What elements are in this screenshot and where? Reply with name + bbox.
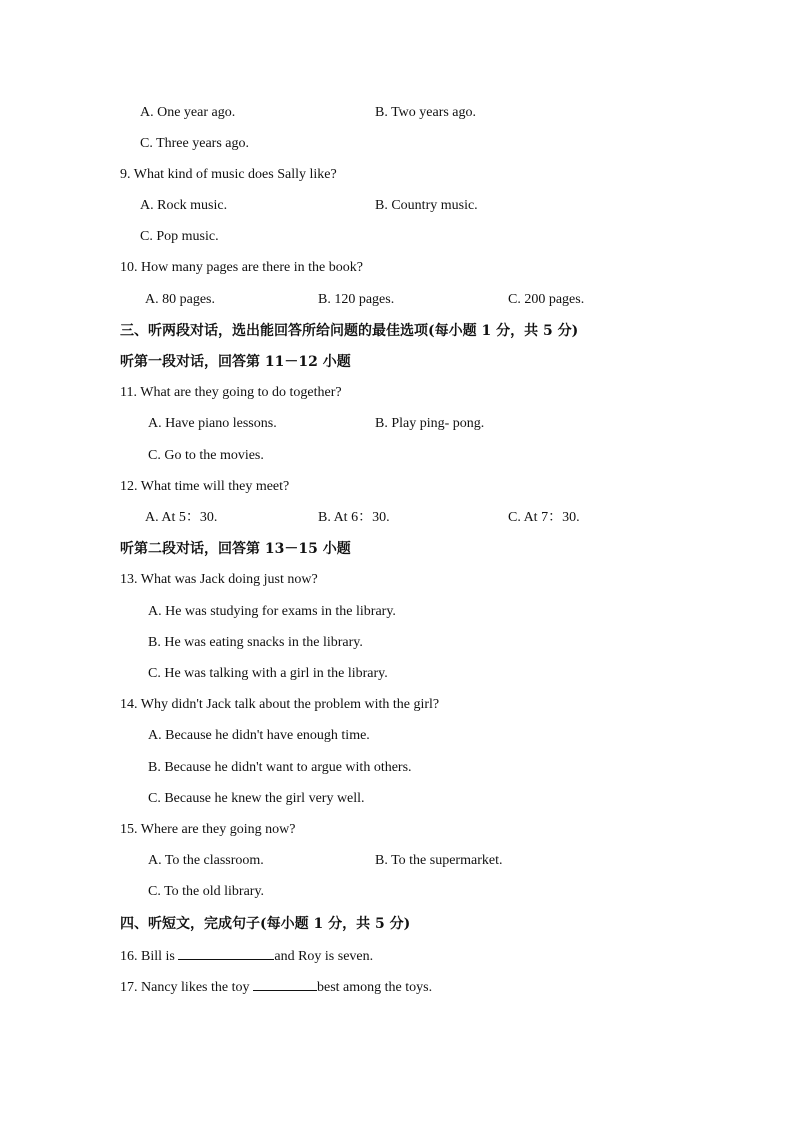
q13-option-a: A. He was studying for exams in the library. bbox=[148, 604, 396, 619]
q12-question: 12. What time will they meet? bbox=[120, 479, 290, 494]
q16-suffix: and Roy is seven. bbox=[274, 949, 374, 964]
q9-option-a: A. Rock music. bbox=[140, 198, 228, 213]
dialog-1-instruction: 听第一段对话，回答第 11－12 小题 bbox=[120, 354, 351, 370]
q13-question: 13. What was Jack doing just now? bbox=[120, 572, 318, 587]
q11-option-c: C. Go to the movies. bbox=[148, 448, 264, 463]
q13-option-c: C. He was talking with a girl in the library. bbox=[148, 666, 388, 681]
q10-option-b: B. 120 pages. bbox=[318, 292, 395, 307]
section-4-heading: 四、听短文，完成句子(每小题 1 分，共 5 分) bbox=[120, 916, 411, 932]
q8-option-b: B. Two years ago. bbox=[375, 105, 477, 120]
q16-sentence bbox=[120, 946, 373, 966]
section-3-heading: 三、听两段对话，选出能回答所给问题的最佳选项(每小题 1 分，共 5 分) bbox=[120, 323, 579, 339]
q17-prefix: 17. Nancy likes the toy bbox=[120, 980, 250, 995]
q12-option-b: B. At 6：30. bbox=[318, 510, 390, 525]
q12-option-a: A. At 5：30. bbox=[145, 510, 218, 525]
q17-suffix: best among the toys. bbox=[316, 980, 433, 995]
q15-question: 15. Where are they going now? bbox=[120, 822, 296, 837]
q8-option-c: C. Three years ago. bbox=[140, 136, 249, 151]
q14-option-c: C. Because he knew the girl very well. bbox=[148, 791, 365, 806]
q11-option-a: A. Have piano lessons. bbox=[148, 416, 277, 431]
q11-question: 11. What are they going to do together? bbox=[120, 385, 342, 400]
q15-option-a: A. To the classroom. bbox=[148, 853, 264, 868]
q14-option-b: B. Because he didn't want to argue with others. bbox=[148, 760, 412, 775]
dialog-2-instruction: 听第二段对话，回答第 13－15 小题 bbox=[120, 541, 351, 557]
q10-option-a: A. 80 pages. bbox=[145, 292, 215, 307]
q15-option-c: C. To the old library. bbox=[148, 884, 265, 899]
q9-option-b: B. Country music. bbox=[375, 198, 478, 213]
q12-option-c: C. At 7：30. bbox=[508, 510, 580, 525]
q14-option-a: A. Because he didn't have enough time. bbox=[148, 728, 370, 743]
q9-question: 9. What kind of music does Sally like? bbox=[120, 167, 337, 182]
q9-option-c: C. Pop music. bbox=[140, 229, 219, 244]
q15-option-b: B. To the supermarket. bbox=[375, 853, 503, 868]
q10-option-c: C. 200 pages. bbox=[508, 292, 585, 307]
q14-question: 14. Why didn't Jack talk about the problem with the girl? bbox=[120, 697, 440, 712]
q16-prefix: 16. Bill is bbox=[120, 949, 175, 964]
q10-question: 10. How many pages are there in the book? bbox=[120, 260, 363, 275]
q13-option-b: B. He was eating snacks in the library. bbox=[148, 635, 363, 650]
q17-answer-blank[interactable] bbox=[253, 977, 317, 991]
q8-option-a: A. One year ago. bbox=[140, 105, 236, 120]
q16-answer-blank[interactable] bbox=[178, 946, 274, 960]
q17-sentence bbox=[120, 977, 432, 997]
q11-option-b: B. Play ping- pong. bbox=[375, 416, 485, 431]
